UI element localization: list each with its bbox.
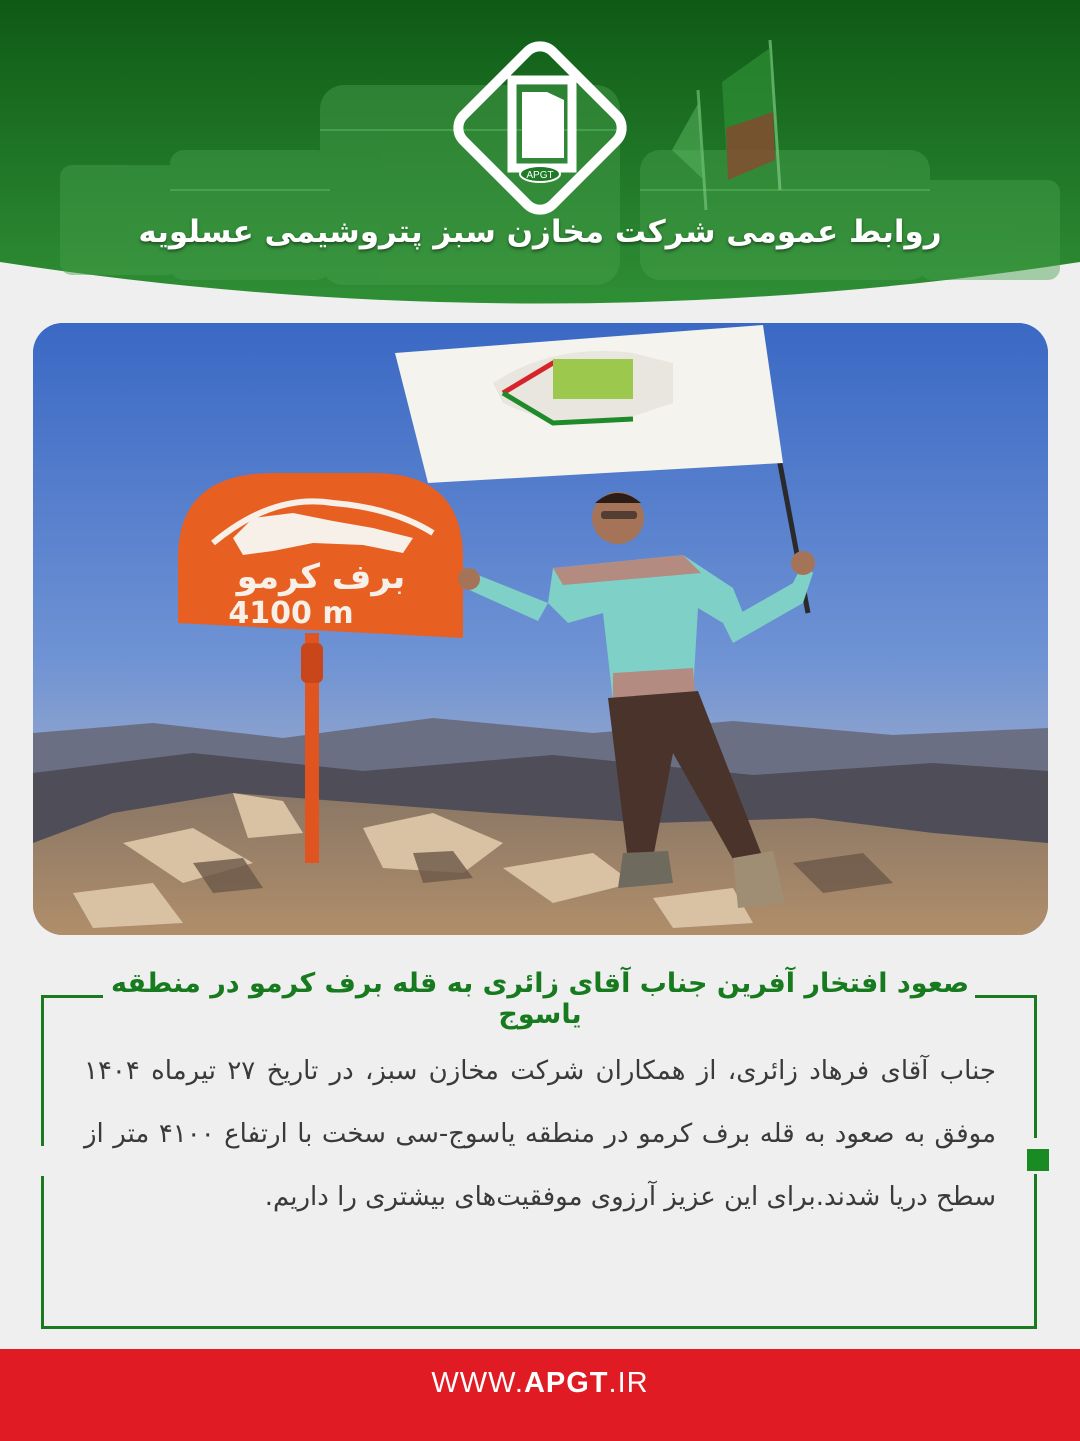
logo-text: APGT (526, 170, 554, 181)
frame-gap-left (38, 1146, 46, 1176)
article-title: صعود افتخار آفرین جناب آقای زائری به قله برف کرمو در منطقه یاسوج (110, 968, 970, 1030)
url-suffix: .IR (608, 1367, 649, 1399)
summit-illustration (33, 323, 1048, 935)
company-logo (452, 40, 628, 216)
header-banner (0, 0, 1080, 320)
sign-name-text: برف کرمو (236, 557, 406, 597)
url-prefix: WWW. (431, 1367, 524, 1399)
article-body: جناب آقای فرهاد زائری، از همکاران شرکت مخازن سبز، در تاریخ ۲۷ تیرماه ۱۴۰۴ موفق به صعود به قله برف کرمو در منطقه یاسوج-سی سخت با ارتفاع ۴۱۰۰ متر از سطح دریا شدند.برای این عزیز آرزوی موفقیت‌های بیشتری را داریم. (84, 1056, 996, 1212)
frame-top-right (975, 995, 1037, 998)
sign-altitude-text: 4100 m (228, 596, 354, 631)
website-link[interactable] (0, 1367, 1080, 1400)
frame-top-left (41, 995, 103, 998)
green-square-marker (1027, 1149, 1049, 1171)
org-title: روابط عمومی شرکت مخازن سبز پتروشیمی عسلویه (138, 214, 942, 250)
summit-photo (33, 323, 1048, 935)
url-brand: APGT (523, 1367, 609, 1399)
